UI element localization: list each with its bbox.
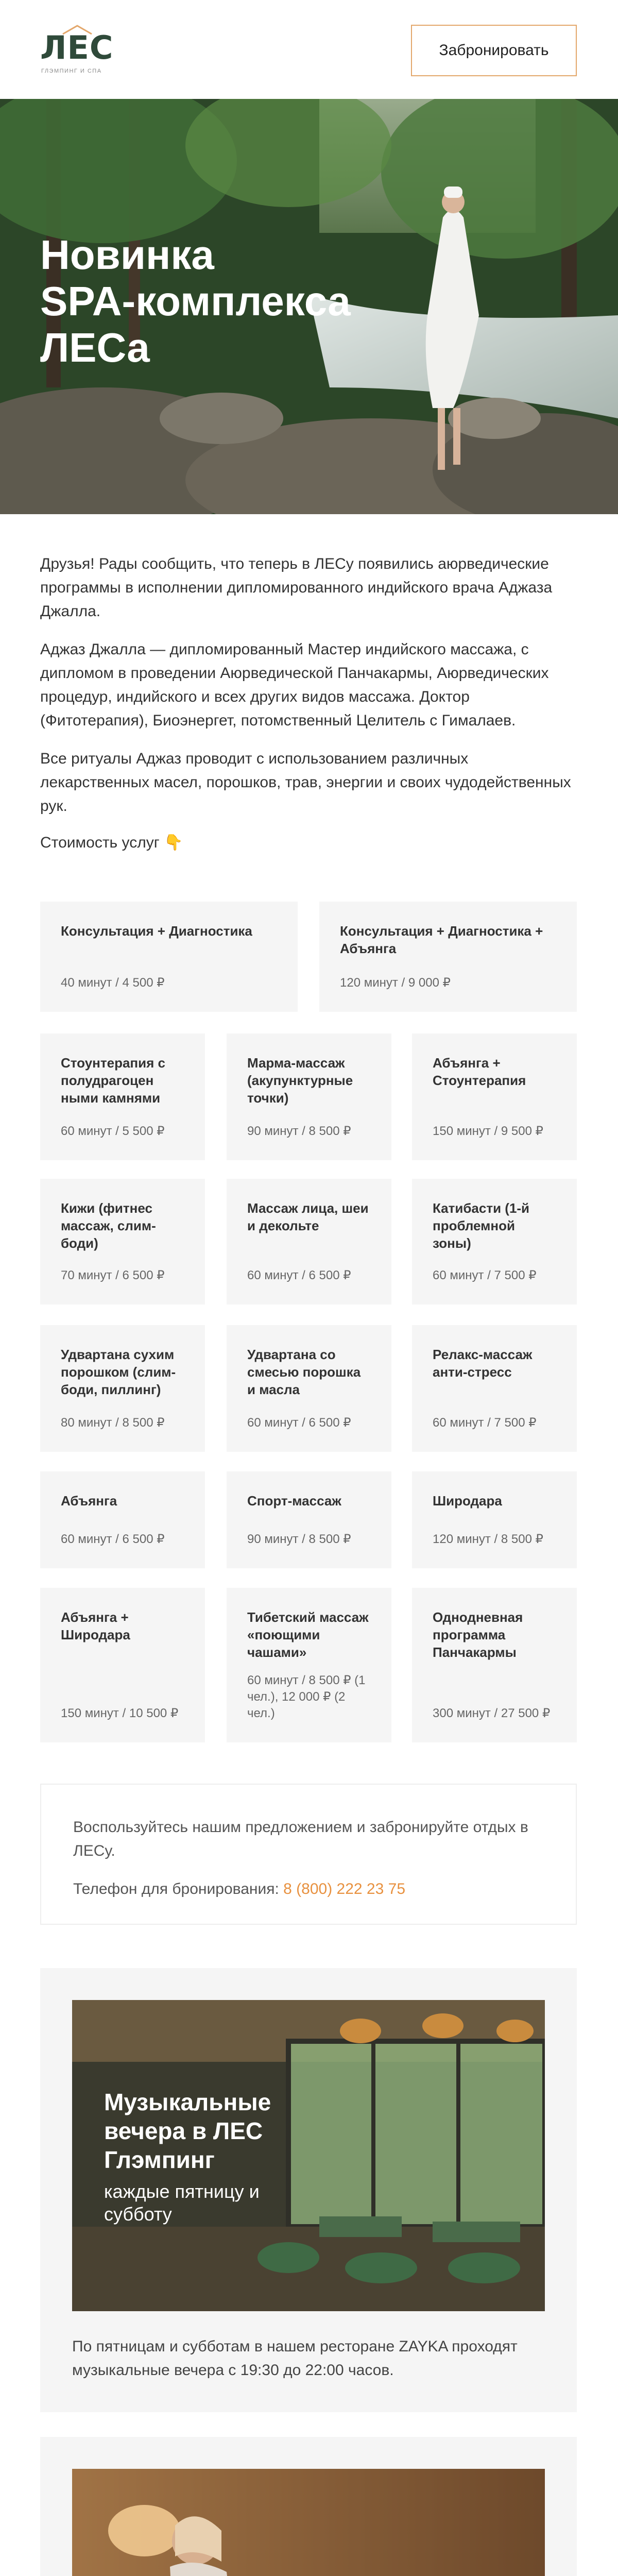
music-panel [40,1968,577,2412]
service-title: Однодневная программа Панчакармы [433,1609,523,1660]
header [0,0,618,99]
service-title: Тибетский массаж «поющими чашами» [247,1609,369,1660]
service-card [40,1179,205,1304]
booking-text: Воспользуйтесь нашим предложением и забронируйте отдых в ЛЕСу. [73,1819,528,1859]
music-overlay-subtitle: каждые пятницу и субботу [104,2181,260,2225]
service-title: Катибасти (1-й проблемной зоны) [433,1200,530,1251]
service-card [40,902,298,1012]
service-title: Стоунтерапия с полудрагоцен ными камнями [61,1055,165,1106]
service-card [412,1325,577,1452]
service-price: 70 минут / 6 500 ₽ [61,1268,165,1282]
service-price: 80 минут / 8 500 ₽ [61,1416,165,1430]
hero-title-line: SPA-комплекса [40,278,351,324]
service-title: Удвартана сухим порошком (слим-боди, пиллинг) [61,1347,176,1397]
service-price: 90 минут / 8 500 ₽ [247,1532,351,1546]
service-price: 150 минут / 10 500 ₽ [61,1706,179,1720]
booking-phone-line [73,1877,544,1901]
logo-subtitle: ГЛЭМПИНГ И СПА [41,68,102,74]
intro-paragraph: Аджаз Джалла — дипломированный Мастер индийского массажа, с дипломом в проведении Аюрведической Панчакармы, Аюрведических процедур, индийского и всех других видов массажа. Доктор (Фитотерапия), Биоэнергет, потомственный Целитель с Гималаев. [40,641,549,729]
service-card [227,1588,391,1742]
service-title: Консультация + Диагностика [61,923,252,939]
service-price: 40 минут / 4 500 ₽ [61,976,165,990]
service-price: 120 минут / 8 500 ₽ [433,1532,543,1546]
hero-title [40,232,401,371]
service-price: 60 минут / 8 500 ₽ (1 чел.), 12 000 ₽ (2 чел.) [247,1673,366,1720]
booking-phone-link[interactable]: 8 (800) 222 23 75 [283,1880,406,1897]
service-title: Удвартана со смесью порошка и масла [247,1347,361,1397]
service-card [319,902,577,1012]
events-image [72,2469,545,2576]
booking-box [40,1784,577,1925]
intro-paragraph: Все ритуалы Аджаз проводит с использованием различных лекарственных масел, порошков, трав, энергии и своих чудодейственных рук. [40,750,571,815]
service-price: 300 минут / 27 500 ₽ [433,1706,551,1720]
service-card [227,1179,391,1304]
service-card [40,1588,205,1742]
intro-paragraph: Друзья! Рады сообщить, что теперь в ЛЕСу появились аюрведические программы в исполнении дипломированного индийского врача Аджаза Джалла. [40,555,553,620]
service-title: Релакс-массаж анти-стресс [433,1347,533,1380]
service-price: 90 минут / 8 500 ₽ [247,1124,351,1138]
booking-phone-label: Телефон для бронирования: [73,1880,284,1897]
hero-title-line: Новинка [40,232,214,278]
service-title: Абъянга [61,1493,117,1509]
service-title: Абъянга + Стоунтерапия [433,1055,526,1088]
service-card [227,1471,391,1568]
service-price: 60 минут / 6 500 ₽ [247,1416,351,1430]
service-title: Консультация + Диагностика + Абъянга [340,923,543,956]
service-title: Абъянга + Широдара [61,1609,130,1642]
book-button[interactable]: Забронировать [411,25,577,76]
logo-text: ЛЕС [40,29,114,66]
service-price: 60 минут / 7 500 ₽ [433,1416,537,1430]
service-title: Спорт-массаж [247,1493,341,1509]
hero-banner [0,99,618,514]
service-card [412,1588,577,1742]
sauna-image [72,2469,545,2576]
service-card [412,1033,577,1160]
service-card [227,1033,391,1160]
service-title: Марма-массаж (акупунктурные точки) [247,1055,353,1106]
service-title: Широдара [433,1493,502,1509]
service-card [40,1033,205,1160]
music-image [72,2000,545,2311]
music-text: По пятницам и субботам в нашем ресторане ZAYKA проходят музыкальные вечера с 19:30 до 22:00 часов. [72,2338,518,2379]
service-price: 120 минут / 9 000 ₽ [340,976,451,990]
service-price: 150 минут / 9 500 ₽ [433,1124,543,1138]
service-card [40,1325,205,1452]
service-card [412,1471,577,1568]
service-card [412,1179,577,1304]
service-card [40,1471,205,1568]
service-price: 60 минут / 6 500 ₽ [247,1268,351,1282]
events-panel [40,2437,577,2576]
price-caption: Стоимость услуг 👇 [40,834,183,851]
intro-text [40,552,576,833]
service-price: 60 минут / 6 500 ₽ [61,1532,165,1546]
service-price: 60 минут / 7 500 ₽ [433,1268,537,1282]
service-title: Кижи (фитнес массаж, слим-боди) [61,1200,156,1251]
service-price: 60 минут / 5 500 ₽ [61,1124,165,1138]
logo[interactable] [40,29,123,74]
service-title: Массаж лица, шеи и декольте [247,1200,369,1233]
music-overlay-title: Музыкальные вечера в ЛЕС Глэмпинг [104,2089,271,2173]
service-card [227,1325,391,1452]
hero-title-line: ЛЕСа [40,325,150,370]
